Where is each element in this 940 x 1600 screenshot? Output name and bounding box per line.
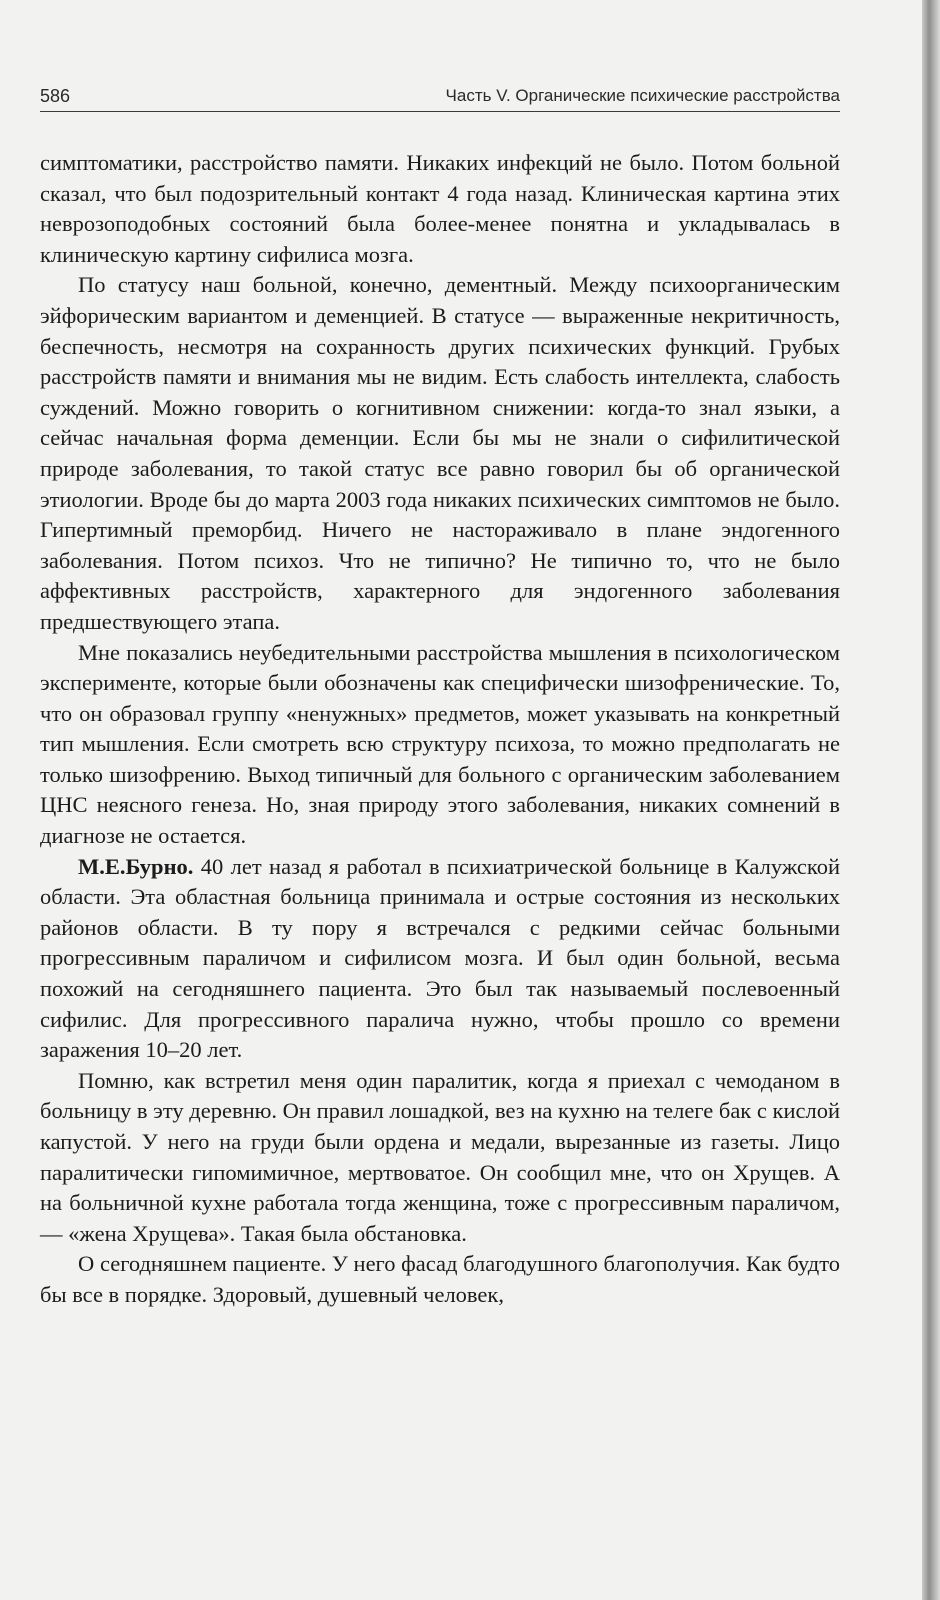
- paragraph-2-text: По статусу наш больной, конечно, дементный. Между психоорганическим эйфорическим вариантом и деменцией. В статусе — выраженные некритичность, беспечность, несмотря на сохранность других психических функций. Грубых расстройств памяти и внимания мы не видим. Есть слабость интеллекта, слабость суждений. Можно говорить о когнитивном снижении: когда-то знал языки, а сейчас начальная форма деменции. Если бы мы не знали о сифилитической природе заболевания, то такой статус все равно говорил бы об органической этиологии. Вроде бы до марта 2003 года никаких психических симптомов не было. Гипертимный преморбид. Ничего не настораживало в плане эндогенного заболевания. Потом психоз. Что не типично? Не типично то, что не было аффективных расстройств, характерного для эндогенного заболевания предшествующего этапа.: [40, 272, 840, 634]
- chapter-title: Часть V. Органические психические расстройства: [445, 86, 840, 105]
- paragraph-6-text: О сегодняшнем пациенте. У него фасад благодушного благополучия. Как будто бы все в порядке. Здоровый, душевный человек,: [40, 1251, 840, 1307]
- paragraph-3-text: Мне показались неубедительными расстройства мышления в психологическом эксперименте, которые были обозначены как специфически шизофренические. То, что он образовал группу «ненужных» предметов, может указывать на конкретный тип мышления. Если смотреть всю структуру психоза, то можно предполагать не только шизофрению. Выход типичный для больного с органическим заболеванием ЦНС неясного генеза. Но, зная природу этого заболевания, никаких сомнений в диагнозе не остается.: [40, 639, 840, 849]
- paragraph-1: [40, 148, 840, 270]
- paragraph-1-text: симптоматики, расстройство памяти. Никаких инфекций не было. Потом больной сказал, что был подозрительный контакт 4 года назад. Клиническая картина этих неврозоподобных состояний была более-менее понятна и укладывалась в клиническую картину сифилиса мозга.: [40, 150, 840, 267]
- paragraph-2: [40, 270, 840, 637]
- paragraph-5-text: Помню, как встретил меня один паралитик, когда я приехал с чемоданом в больницу в эту деревню. Он правил лошадкой, вез на кухню на телеге бак с кислой капустой. У него на груди были ордена и медали, вырезанные из газеты. Лицо паралитически гипомимичное, мертвоватое. Он сообщил мне, что он Хрущев. А на больничной кухне работала тогда женщина, тоже с прогрессивным параличом, — «жена Хрущева». Такая была обстановка.: [40, 1067, 840, 1246]
- paragraph-3: [40, 638, 840, 852]
- paragraph-4: [40, 852, 840, 1066]
- body-text: [40, 148, 840, 1311]
- paragraph-5: [40, 1066, 840, 1250]
- page-edge-shadow: [922, 0, 940, 1600]
- header-rule: [40, 111, 840, 112]
- page-number: 586: [40, 86, 71, 106]
- running-head: [40, 80, 840, 110]
- paragraph-6: [40, 1249, 840, 1310]
- speaker-name: М.Е.Бурно.: [78, 853, 194, 879]
- paragraph-4-text: 40 лет назад я работал в психиатрической больнице в Калужской области. Эта областная больница принимала и острые состояния из нескольких районов области. В ту пору я встречался с редкими сейчас больными прогрессивным параличом и сифилисом мозга. И был один больной, весьма похожий на сегодняшнего пациента. Это был так называемый послевоенный сифилис. Для прогрессивного паралича нужно, чтобы прошло со времени заражения 10–20 лет.: [40, 853, 840, 1063]
